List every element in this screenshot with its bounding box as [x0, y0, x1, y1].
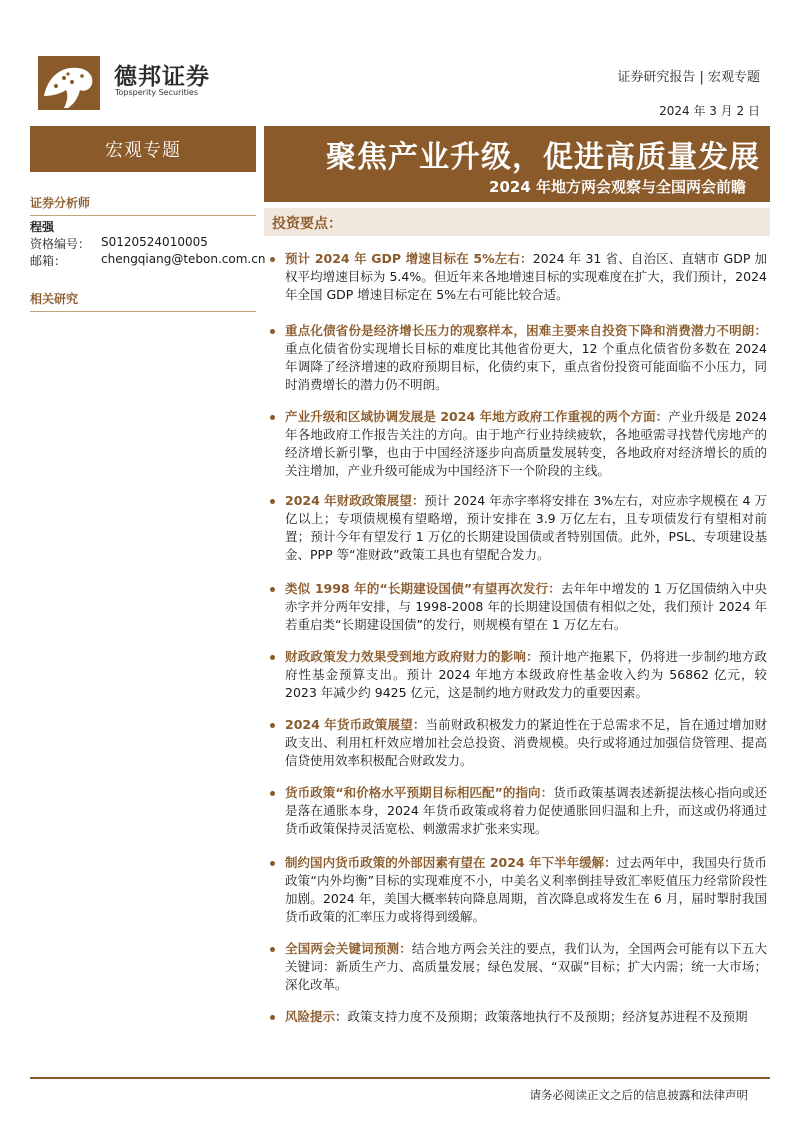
cert-value: S0120524010005 — [101, 235, 208, 249]
email-value[interactable]: chengqiang@tebon.com.cn — [101, 252, 266, 266]
bullet-icon — [270, 655, 275, 660]
bullet-body: 2024 年 31 省、自治区、直辖市 GDP 加权平均增速目标为 5.4%。但近年来各地增速目标的实现难度在扩大，我们预计，2024 年全国 GDP 增速目标定在 5%左右可能比较合适。 — [285, 251, 767, 302]
bullet-body: 过去两年中，我国央行货币政策“内外均衡”目标的实现难度不小，中美名义利率倒挂导致汇率贬值压力经常阶段性加剧。2024 年，美国大概率转向降息周期，首次降息或将发生在 6 月，届时掣肘我国货币政策的汇率压力或将得到缓解。 — [285, 855, 767, 924]
document-type: 证券研究报告 | 宏观专题 — [617, 70, 760, 85]
bullet-heading: 财政政策发力效果受到地方政府财力的影响： — [285, 649, 539, 664]
cert-line — [30, 235, 208, 252]
bullet-body: 去年年中增发的 1 万亿国债纳入中央赤字并分两年安排，与 1998-2008 年的长期建设国债有相似之处，我们预计 2024 年若重启类“长期建设国债”的发行，则规模有望在 1 万亿左右。 — [285, 581, 767, 632]
related-research-heading: 相关研究 — [30, 290, 256, 312]
bullet-heading: 预计 2024 年 GDP 增速目标在 5%左右： — [285, 251, 533, 266]
bullet-heading: 产业升级和区域协调发展是 2024 年地方政府工作重视的两个方面： — [285, 409, 669, 424]
bullet-heading: 类似 1998 年的“长期建设国债”有望再次发行： — [285, 581, 561, 596]
bullet-icon — [270, 257, 275, 262]
bullet-item — [285, 408, 767, 480]
bullet-icon — [270, 415, 275, 420]
bullet-body: 重点化债省份实现增长目标的难度比其他省份更大，12 个重点化债省份多数在 2024 年调降了经济增速的政府预期目标，化债约束下，重点省份投资可能面临不小压力，同时消费增长的潜力仍不明朗。 — [285, 341, 767, 392]
bullet-heading: 全国两会关键词预测： — [285, 941, 412, 956]
title-banner — [264, 126, 770, 202]
bullet-body: 政策支持力度不及预期；政策落地执行不及预期；经济复苏进程不及预期 — [347, 1009, 748, 1024]
bullet-item — [285, 322, 767, 394]
company-logo-icon — [38, 56, 100, 110]
bullet-item — [285, 940, 767, 994]
bullet-item — [285, 648, 767, 702]
bullet-icon — [270, 329, 275, 334]
bullet-icon — [270, 499, 275, 504]
bullet-item — [285, 1008, 767, 1026]
bullet-item — [285, 250, 767, 304]
bullet-heading: 2024 年货币政策展望： — [285, 717, 426, 732]
report-date: 2024 年 3 月 2 日 — [659, 104, 760, 118]
bullet-item — [285, 492, 767, 564]
bullet-heading: 重点化债省份是经济增长压力的观察样本，困难主要来自投资下降和消费潜力不明朗： — [285, 323, 767, 338]
email-label: 邮箱： — [30, 254, 67, 268]
report-subtitle: 2024 年地方两会观察与全国两会前瞻 — [489, 178, 746, 196]
cert-label: 资格编号： — [30, 237, 91, 251]
bullet-heading: 货币政策“和价格水平预期目标相匹配”的指向： — [285, 785, 554, 800]
analyst-name: 程强 — [30, 220, 55, 234]
bullet-item — [285, 716, 767, 770]
bullet-icon — [270, 791, 275, 796]
bullet-heading: 制约国内货币政策的外部因素有望在 2024 年下半年缓解： — [285, 855, 617, 870]
bullet-icon — [270, 947, 275, 952]
bullet-body: 产业升级是 2024 年各地政府工作报告关注的方向。由于地产行业持续疲软，各地亟需寻找替代房地产的经济增长新引擎，也由于中国经济逐步向高质量发展转变，各地政府对经济增长的质的关注增加，产业升级可能成为中国经济下一个阶段的主线。 — [285, 409, 767, 478]
bullet-item — [285, 854, 767, 926]
bullet-item — [285, 580, 767, 634]
report-title: 聚焦产业升级，促进高质量发展 — [326, 140, 760, 175]
analyst-heading: 证券分析师 — [30, 194, 256, 216]
bullet-heading: 2024 年财政政策展望： — [285, 493, 425, 508]
bullet-body: 结合地方两会关注的要点，我们认为，全国两会可能有以下五大关键词：新质生产力、高质量发展；绿色发展、“双碳”目标；扩大内需；统一大市场；深化改革。 — [285, 941, 767, 992]
bullet-icon — [270, 587, 275, 592]
bullet-heading: 风险提示： — [285, 1009, 348, 1024]
key-points-label: 投资要点： — [272, 216, 342, 232]
bullet-body: 预计地产拖累下，仍将进一步制约地方政府性基金预算支出。预计 2024 年地方本级政府性基金收入约为 56862 亿元，较 2023 年减少约 9425 亿元，这是制约地方财政发力的重要因素。 — [285, 649, 767, 700]
bullet-body: 货币政策基调表述新提法核心指向或还是落在通胀本身，2024 年货币政策或将着力促使通胀回归温和上升，而这或仍将通过货币政策保持灵活宽松、刺激需求扩张来实现。 — [285, 785, 767, 836]
disclaimer-notice: 请务必阅读正文之后的信息披露和法律声明 — [529, 1088, 748, 1102]
key-points-bar — [264, 208, 770, 236]
email-line — [30, 252, 266, 269]
footer-divider — [30, 1077, 770, 1079]
column-label: 宏观专题 — [30, 126, 256, 172]
bullet-body: 预计 2024 年赤字率将安排在 3%左右，对应赤字规模在 4 万亿以上；专项债规模有望略增，预计安排在 3.9 万亿左右，且专项债发行有望相对前置；预计今年有望发行 1 万亿的长期建设国债或者特别国债。此外，PSL、专项建设基金、PPP 等“准财政”政策工具也有望配合发力。 — [285, 493, 767, 562]
brand-name-cn: 德邦证券 — [114, 64, 210, 90]
bullet-icon — [270, 861, 275, 866]
brand-name-en: Topsperity Securities — [115, 88, 199, 97]
bullet-icon — [270, 1015, 275, 1020]
bullet-item — [285, 784, 767, 838]
bullet-body: 当前财政积极发力的紧迫性在于总需求不足，旨在通过增加财政支出、利用杠杆效应增加社会总投资、消费规模。央行或将通过加强信贷管理、提高信贷使用效率积极配合财政发力。 — [285, 717, 767, 768]
bullet-icon — [270, 723, 275, 728]
